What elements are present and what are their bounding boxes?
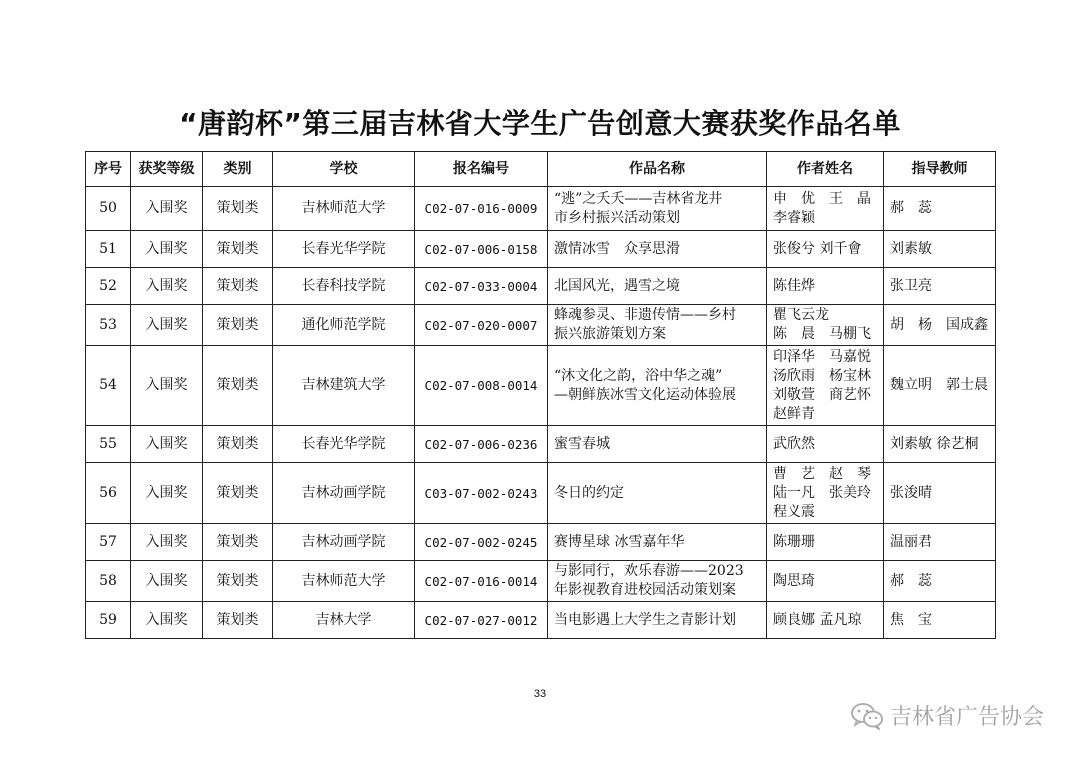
advisor: 郝 蕊 [884,561,996,602]
table-row [86,426,996,463]
advisor: 胡 杨 国成鑫 [884,305,996,346]
school: 吉林动画学院 [273,463,415,524]
category: 策划类 [203,602,273,639]
award-level: 入围奖 [131,305,203,346]
authors: 张俊兮 刘千會 [767,231,884,268]
school: 吉林师范大学 [273,187,415,231]
row-number: 59 [86,602,131,639]
award-level: 入围奖 [131,268,203,305]
award-level: 入围奖 [131,231,203,268]
work-title: 赛博星球 冰雪嘉年华 [548,524,767,561]
authors: 瞿飞云龙 陈 晨 马棚飞 [767,305,884,346]
work-title: 激情冰雪 众享思滑 [548,231,767,268]
category: 策划类 [203,561,273,602]
school: 吉林动画学院 [273,524,415,561]
registration-code: C02-07-020-0007 [415,305,548,346]
table-header-row [86,152,996,187]
registration-code: C02-07-033-0004 [415,268,548,305]
table-row [86,463,996,524]
work-title: 蜜雪春城 [548,426,767,463]
award-level: 入围奖 [131,463,203,524]
row-number: 51 [86,231,131,268]
row-number: 58 [86,561,131,602]
authors: 顾良娜 孟凡琼 [767,602,884,639]
registration-code: C02-07-006-0158 [415,231,548,268]
row-number: 52 [86,268,131,305]
header-cell: 指导教师 [884,152,996,187]
registration-code: C02-07-016-0009 [415,187,548,231]
award-level: 入围奖 [131,426,203,463]
advisor: 刘素敏 [884,231,996,268]
advisor: 刘素敏 徐艺桐 [884,426,996,463]
category: 策划类 [203,346,273,426]
table-row [86,305,996,346]
row-number: 53 [86,305,131,346]
work-title: “逃”之夭夭——吉林省龙井 市乡村振兴活动策划 [548,187,767,231]
table-row [86,346,996,426]
table-row [86,602,996,639]
award-table [85,151,996,639]
work-title: “沐文化之韵，浴中华之魂” —朝鲜族冰雪文化运动体验展 [548,346,767,426]
category: 策划类 [203,426,273,463]
page-number: 33 [533,688,547,700]
registration-code: C02-07-027-0012 [415,602,548,639]
wechat-icon [850,702,884,730]
school: 吉林建筑大学 [273,346,415,426]
authors: 武欣然 [767,426,884,463]
row-number: 56 [86,463,131,524]
row-number: 55 [86,426,131,463]
table-row [86,524,996,561]
authors: 申 优 王 晶 李睿颖 [767,187,884,231]
header-cell: 报名编号 [415,152,548,187]
header-cell: 作品名称 [548,152,767,187]
registration-code: C02-07-002-0245 [415,524,548,561]
award-level: 入围奖 [131,561,203,602]
row-number: 54 [86,346,131,426]
work-title: 当电影遇上大学生之青影计划 [548,602,767,639]
header-cell: 学校 [273,152,415,187]
authors: 陈佳烨 [767,268,884,305]
category: 策划类 [203,524,273,561]
work-title: 北国风光，遇雪之境 [548,268,767,305]
award-level: 入围奖 [131,524,203,561]
work-title: 冬日的约定 [548,463,767,524]
category: 策划类 [203,231,273,268]
advisor: 郝 蕊 [884,187,996,231]
row-number: 57 [86,524,131,561]
advisor: 焦 宝 [884,602,996,639]
row-number: 50 [86,187,131,231]
registration-code: C03-07-002-0243 [415,463,548,524]
authors: 印泽华 马嘉悦 汤欣雨 杨宝林 刘敬萱 商艺怀 赵鲜青 [767,346,884,426]
category: 策划类 [203,305,273,346]
school: 长春科技学院 [273,268,415,305]
table-row [86,561,996,602]
advisor: 魏立明 郭士晨 [884,346,996,426]
header-cell: 作者姓名 [767,152,884,187]
header-cell: 序号 [86,152,131,187]
table-row [86,268,996,305]
registration-code: C02-07-006-0236 [415,426,548,463]
category: 策划类 [203,463,273,524]
award-level: 入围奖 [131,187,203,231]
authors: 陈珊珊 [767,524,884,561]
header-cell: 获奖等级 [131,152,203,187]
award-level: 入围奖 [131,602,203,639]
work-title: 与影同行，欢乐春游——2023 年影视教育进校园活动策划案 [548,561,767,602]
school: 长春光华学院 [273,231,415,268]
registration-code: C02-07-016-0014 [415,561,548,602]
award-level: 入围奖 [131,346,203,426]
authors: 陶思琦 [767,561,884,602]
document-title: “唐韵杯”第三届吉林省大学生广告创意大赛获奖作品名单 [179,107,901,140]
table-row [86,187,996,231]
registration-code: C02-07-008-0014 [415,346,548,426]
watermark [850,700,1044,731]
school: 通化师范学院 [273,305,415,346]
advisor: 温丽君 [884,524,996,561]
authors: 曹 艺 赵 琴 陆一凡 张美玲 程义震 [767,463,884,524]
category: 策划类 [203,268,273,305]
advisor: 张浚晴 [884,463,996,524]
watermark-text: 吉林省广告协会 [889,705,1044,730]
header-cell: 类别 [203,152,273,187]
category: 策划类 [203,187,273,231]
school: 长春光华学院 [273,426,415,463]
table-row [86,231,996,268]
school: 吉林大学 [273,602,415,639]
school: 吉林师范大学 [273,561,415,602]
advisor: 张卫亮 [884,268,996,305]
work-title: 蜂魂参灵、非遗传情——乡村 振兴旅游策划方案 [548,305,767,346]
